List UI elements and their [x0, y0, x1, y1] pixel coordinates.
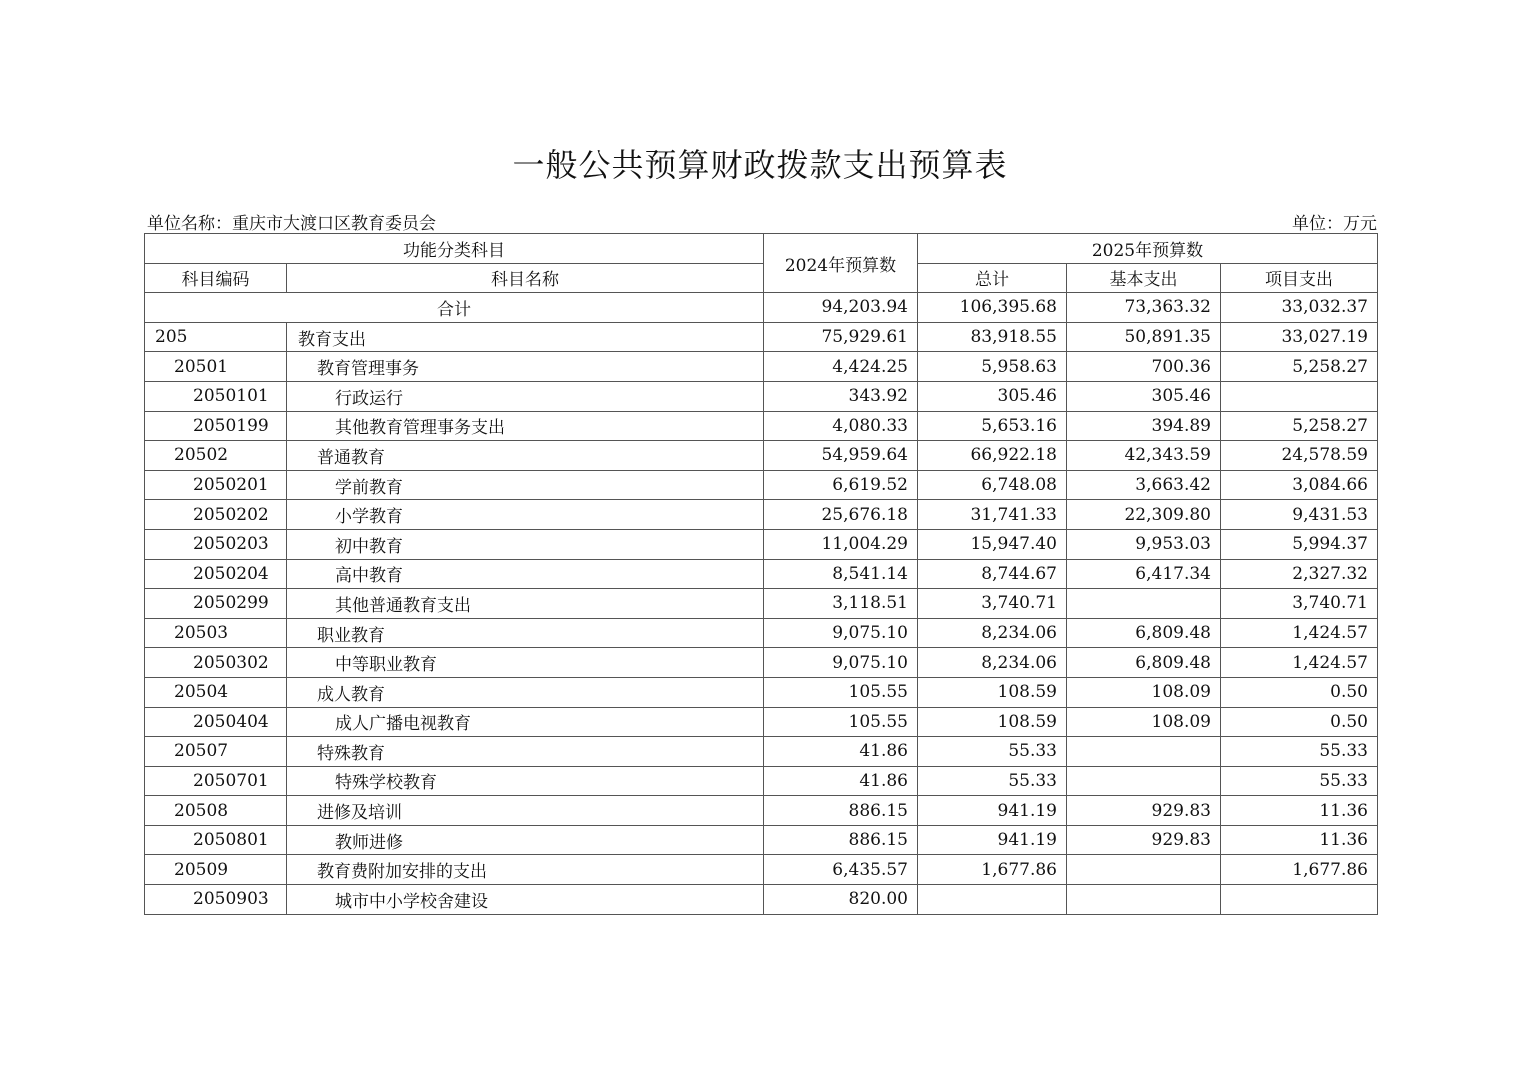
row-total: 1,677.86	[918, 855, 1067, 885]
row-2024-budget: 54,959.64	[764, 441, 918, 471]
row-basic	[1067, 737, 1221, 767]
row-name: 小学教育	[287, 500, 764, 530]
row-name: 城市中小学校舍建设	[287, 885, 764, 915]
row-project: 11.36	[1221, 825, 1378, 855]
row-name: 高中教育	[287, 559, 764, 589]
row-code: 2050404	[145, 707, 287, 737]
row-basic: 108.09	[1067, 707, 1221, 737]
table-row	[145, 381, 1378, 411]
row-basic: 929.83	[1067, 825, 1221, 855]
table-row	[145, 322, 1378, 352]
table-row	[145, 707, 1378, 737]
row-project: 3,084.66	[1221, 470, 1378, 500]
table-row	[145, 618, 1378, 648]
table-row	[145, 677, 1378, 707]
row-basic: 9,953.03	[1067, 529, 1221, 559]
table-row	[145, 825, 1378, 855]
total-2024: 94,203.94	[764, 293, 918, 323]
row-basic	[1067, 855, 1221, 885]
row-total: 55.33	[918, 766, 1067, 796]
row-basic: 42,343.59	[1067, 441, 1221, 471]
row-name: 成人教育	[287, 677, 764, 707]
table-row	[145, 529, 1378, 559]
table-row	[145, 589, 1378, 619]
row-2024-budget: 343.92	[764, 381, 918, 411]
row-total: 66,922.18	[918, 441, 1067, 471]
row-project: 55.33	[1221, 737, 1378, 767]
row-basic: 305.46	[1067, 381, 1221, 411]
row-code: 205	[145, 322, 287, 352]
row-name: 其他教育管理事务支出	[287, 411, 764, 441]
row-name: 其他普通教育支出	[287, 589, 764, 619]
header-row-2	[145, 263, 1378, 293]
table-row	[145, 737, 1378, 767]
row-name: 进修及培训	[287, 796, 764, 826]
total-project: 33,032.37	[1221, 293, 1378, 323]
row-name: 成人广播电视教育	[287, 707, 764, 737]
row-basic	[1067, 589, 1221, 619]
row-name: 学前教育	[287, 470, 764, 500]
header-basic: 基本支出	[1067, 263, 1221, 293]
row-basic: 6,809.48	[1067, 648, 1221, 678]
row-code: 20504	[145, 677, 287, 707]
table-row	[145, 766, 1378, 796]
row-total: 55.33	[918, 737, 1067, 767]
header-2024-budget: 2024年预算数	[764, 234, 918, 293]
row-name: 初中教育	[287, 529, 764, 559]
row-total: 5,653.16	[918, 411, 1067, 441]
row-name: 教师进修	[287, 825, 764, 855]
header-row-1	[145, 234, 1378, 264]
row-name: 特殊教育	[287, 737, 764, 767]
row-project: 33,027.19	[1221, 322, 1378, 352]
row-total: 15,947.40	[918, 529, 1067, 559]
total-basic: 73,363.32	[1067, 293, 1221, 323]
row-project	[1221, 381, 1378, 411]
row-2024-budget: 41.86	[764, 737, 918, 767]
row-name: 普通教育	[287, 441, 764, 471]
row-total	[918, 885, 1067, 915]
row-2024-budget: 9,075.10	[764, 618, 918, 648]
row-total: 5,958.63	[918, 352, 1067, 382]
total-total: 106,395.68	[918, 293, 1067, 323]
row-2024-budget: 6,435.57	[764, 855, 918, 885]
row-2024-budget: 886.15	[764, 825, 918, 855]
table-row	[145, 441, 1378, 471]
row-basic: 700.36	[1067, 352, 1221, 382]
row-project: 5,258.27	[1221, 352, 1378, 382]
row-2024-budget: 820.00	[764, 885, 918, 915]
row-total: 305.46	[918, 381, 1067, 411]
row-project: 1,424.57	[1221, 648, 1378, 678]
row-code: 2050203	[145, 529, 287, 559]
row-code: 20509	[145, 855, 287, 885]
row-basic	[1067, 766, 1221, 796]
row-total: 8,744.67	[918, 559, 1067, 589]
row-2024-budget: 11,004.29	[764, 529, 918, 559]
row-code: 20508	[145, 796, 287, 826]
row-2024-budget: 4,424.25	[764, 352, 918, 382]
budget-table	[144, 233, 1378, 915]
row-name: 行政运行	[287, 381, 764, 411]
row-2024-budget: 9,075.10	[764, 648, 918, 678]
row-2024-budget: 41.86	[764, 766, 918, 796]
header-total: 总计	[918, 263, 1067, 293]
table-row	[145, 648, 1378, 678]
row-code: 2050903	[145, 885, 287, 915]
unit-label: 单位：万元	[1292, 214, 1377, 234]
row-basic: 394.89	[1067, 411, 1221, 441]
row-code: 2050701	[145, 766, 287, 796]
row-total: 3,740.71	[918, 589, 1067, 619]
row-basic: 22,309.80	[1067, 500, 1221, 530]
total-row	[145, 293, 1378, 323]
table-row	[145, 796, 1378, 826]
row-basic: 108.09	[1067, 677, 1221, 707]
table-row	[145, 470, 1378, 500]
row-total: 8,234.06	[918, 618, 1067, 648]
row-basic: 6,417.34	[1067, 559, 1221, 589]
table-row	[145, 559, 1378, 589]
table-row	[145, 411, 1378, 441]
table-row	[145, 352, 1378, 382]
row-basic: 6,809.48	[1067, 618, 1221, 648]
row-project: 1,424.57	[1221, 618, 1378, 648]
row-name: 教育支出	[287, 322, 764, 352]
row-2024-budget: 886.15	[764, 796, 918, 826]
row-name: 特殊学校教育	[287, 766, 764, 796]
row-project: 24,578.59	[1221, 441, 1378, 471]
row-project: 5,258.27	[1221, 411, 1378, 441]
row-basic: 50,891.35	[1067, 322, 1221, 352]
row-total: 108.59	[918, 677, 1067, 707]
row-project: 0.50	[1221, 677, 1378, 707]
row-basic: 929.83	[1067, 796, 1221, 826]
row-total: 8,234.06	[918, 648, 1067, 678]
row-name: 教育管理事务	[287, 352, 764, 382]
header-2025-budget: 2025年预算数	[918, 234, 1378, 264]
row-code: 2050302	[145, 648, 287, 678]
row-2024-budget: 3,118.51	[764, 589, 918, 619]
header-func-category: 功能分类科目	[145, 234, 764, 264]
row-code: 2050202	[145, 500, 287, 530]
row-code: 2050801	[145, 825, 287, 855]
table-row	[145, 500, 1378, 530]
row-2024-budget: 6,619.52	[764, 470, 918, 500]
row-total: 941.19	[918, 825, 1067, 855]
row-name: 职业教育	[287, 618, 764, 648]
row-2024-budget: 105.55	[764, 707, 918, 737]
page-title: 一般公共预算财政拨款支出预算表	[512, 146, 1008, 184]
row-total: 941.19	[918, 796, 1067, 826]
row-2024-budget: 105.55	[764, 677, 918, 707]
row-project	[1221, 885, 1378, 915]
row-code: 20501	[145, 352, 287, 382]
header-code: 科目编码	[145, 263, 287, 293]
row-project: 2,327.32	[1221, 559, 1378, 589]
row-code: 20503	[145, 618, 287, 648]
row-code: 2050204	[145, 559, 287, 589]
row-project: 0.50	[1221, 707, 1378, 737]
row-code: 2050199	[145, 411, 287, 441]
row-project: 5,994.37	[1221, 529, 1378, 559]
row-code: 2050101	[145, 381, 287, 411]
row-name: 教育费附加安排的支出	[287, 855, 764, 885]
table-row	[145, 885, 1378, 915]
row-code: 2050201	[145, 470, 287, 500]
row-project: 11.36	[1221, 796, 1378, 826]
row-total: 6,748.08	[918, 470, 1067, 500]
row-total: 83,918.55	[918, 322, 1067, 352]
unit-name: 单位名称：重庆市大渡口区教育委员会	[147, 214, 436, 234]
row-2024-budget: 75,929.61	[764, 322, 918, 352]
header-name: 科目名称	[287, 263, 764, 293]
row-code: 20502	[145, 441, 287, 471]
row-basic: 3,663.42	[1067, 470, 1221, 500]
row-total: 108.59	[918, 707, 1067, 737]
row-basic	[1067, 885, 1221, 915]
row-2024-budget: 4,080.33	[764, 411, 918, 441]
row-project: 9,431.53	[1221, 500, 1378, 530]
row-code: 2050299	[145, 589, 287, 619]
header-project: 项目支出	[1221, 263, 1378, 293]
row-2024-budget: 25,676.18	[764, 500, 918, 530]
row-project: 1,677.86	[1221, 855, 1378, 885]
row-project: 3,740.71	[1221, 589, 1378, 619]
row-project: 55.33	[1221, 766, 1378, 796]
total-label: 合计	[145, 293, 764, 323]
row-code: 20507	[145, 737, 287, 767]
table-row	[145, 855, 1378, 885]
row-total: 31,741.33	[918, 500, 1067, 530]
row-name: 中等职业教育	[287, 648, 764, 678]
row-2024-budget: 8,541.14	[764, 559, 918, 589]
